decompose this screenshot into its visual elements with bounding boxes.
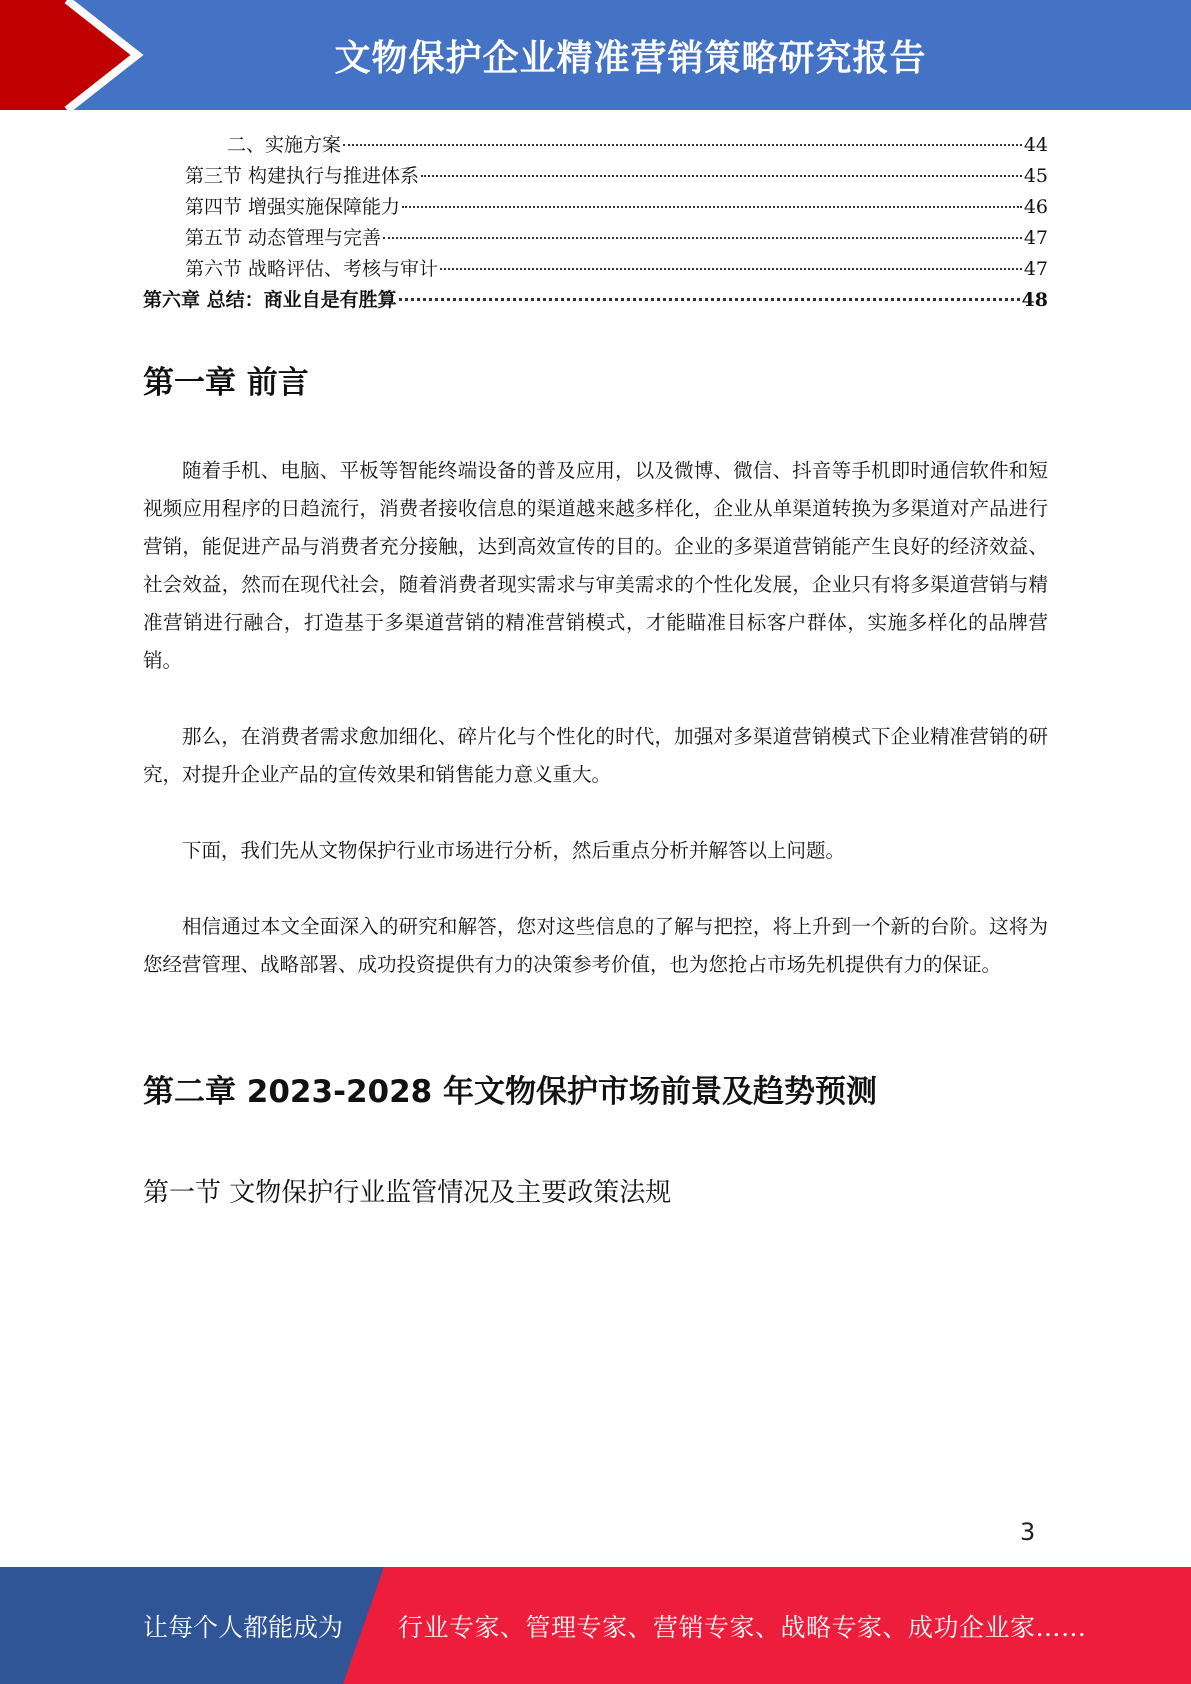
toc-entry-label: 第六节 战略评估、考核与审计 xyxy=(185,258,439,280)
header-arrow-decoration xyxy=(0,0,160,110)
section-1-heading: 第一节 文物保护行业监管情况及主要政策法规 xyxy=(143,1178,672,1208)
toc-entry[interactable] xyxy=(143,161,1048,192)
toc-entry-page: 45 xyxy=(1023,165,1048,187)
toc-entry[interactable] xyxy=(143,192,1048,223)
red-chevron-shape xyxy=(0,0,137,110)
page-number: 3 xyxy=(1020,1518,1036,1546)
page-header xyxy=(0,0,1191,110)
intro-paragraph-2: 那么，在消费者需求愈加细化、碎片化与个性化的时代，加强对多渠道营销模式下企业精准营销的研究，对提升企业产品的宣传效果和销售能力意义重大。 xyxy=(143,725,1048,786)
toc-entry-page: 44 xyxy=(1023,134,1048,156)
footer-slogan-right: 行业专家、管理专家、营销专家、战略专家、成功企业家…… xyxy=(398,1612,1087,1642)
toc-dot-leader xyxy=(399,298,1020,301)
toc-entry-label: 第四节 增强实施保障能力 xyxy=(185,196,401,218)
intro-paragraph-1: 随着手机、电脑、平板等智能终端设备的普及应用，以及微博、微信、抖音等手机即时通信软件和短视频应用程序的日趋流行，消费者接收信息的渠道越来越多样化，企业从单渠道转换为多渠道对产品进行营销，能促进产品与消费者充分接触，达到高效宣传的目的。企业的多渠道营销能产生良好的经济效益、社会效益，然而在现代社会，随着消费者现实需求与审美需求的个性化发展，企业只有将多渠道营销与精准营销进行融合，打造基于多渠道营销的精准营销模式，才能瞄准目标客户群体，实施多样化的品牌营销。 xyxy=(143,459,1048,672)
toc-entry-page: 47 xyxy=(1023,227,1048,249)
toc-entry[interactable] xyxy=(143,285,1048,316)
chapter-1-heading: 第一章 前言 xyxy=(143,365,309,401)
toc-entry-page: 47 xyxy=(1023,258,1048,280)
footer-slogan-left: 让每个人都能成为 xyxy=(143,1612,344,1642)
toc-dot-leader xyxy=(402,206,1022,208)
intro-paragraph-3: 下面，我们先从文物保护行业市场进行分析，然后重点分析并解答以上问题。 xyxy=(182,839,846,862)
toc-dot-leader xyxy=(440,268,1022,270)
toc-dot-leader xyxy=(343,144,1022,146)
chapter-2-heading: 第二章 2023-2028 年文物保护市场前景及趋势预测 xyxy=(143,1074,878,1110)
toc-entry-label: 二、实施方案 xyxy=(227,134,342,156)
toc-dot-leader xyxy=(383,237,1022,239)
toc-entry-page: 48 xyxy=(1021,289,1048,311)
toc-entry[interactable] xyxy=(143,130,1048,161)
report-title: 文物保护企业精准营销策略研究报告 xyxy=(334,37,927,79)
toc-entry-label: 第三节 构建执行与推进体系 xyxy=(185,165,420,187)
toc-entry-label: 第六章 总结：商业自是有胜算 xyxy=(143,289,397,311)
page-footer xyxy=(0,1567,1191,1684)
toc-dot-leader xyxy=(421,175,1022,177)
toc-entry-page: 46 xyxy=(1023,196,1048,218)
toc-entry-label: 第五节 动态管理与完善 xyxy=(185,227,382,249)
toc-entry[interactable] xyxy=(143,223,1048,254)
intro-paragraph-4: 相信通过本文全面深入的研究和解答，您对这些信息的了解与把控，将上升到一个新的台阶。这将为您经营管理、战略部署、成功投资提供有力的决策参考价值，也为您抢占市场先机提供有力的保证。 xyxy=(143,915,1048,976)
table-of-contents xyxy=(143,130,1048,316)
toc-entry[interactable] xyxy=(143,254,1048,285)
